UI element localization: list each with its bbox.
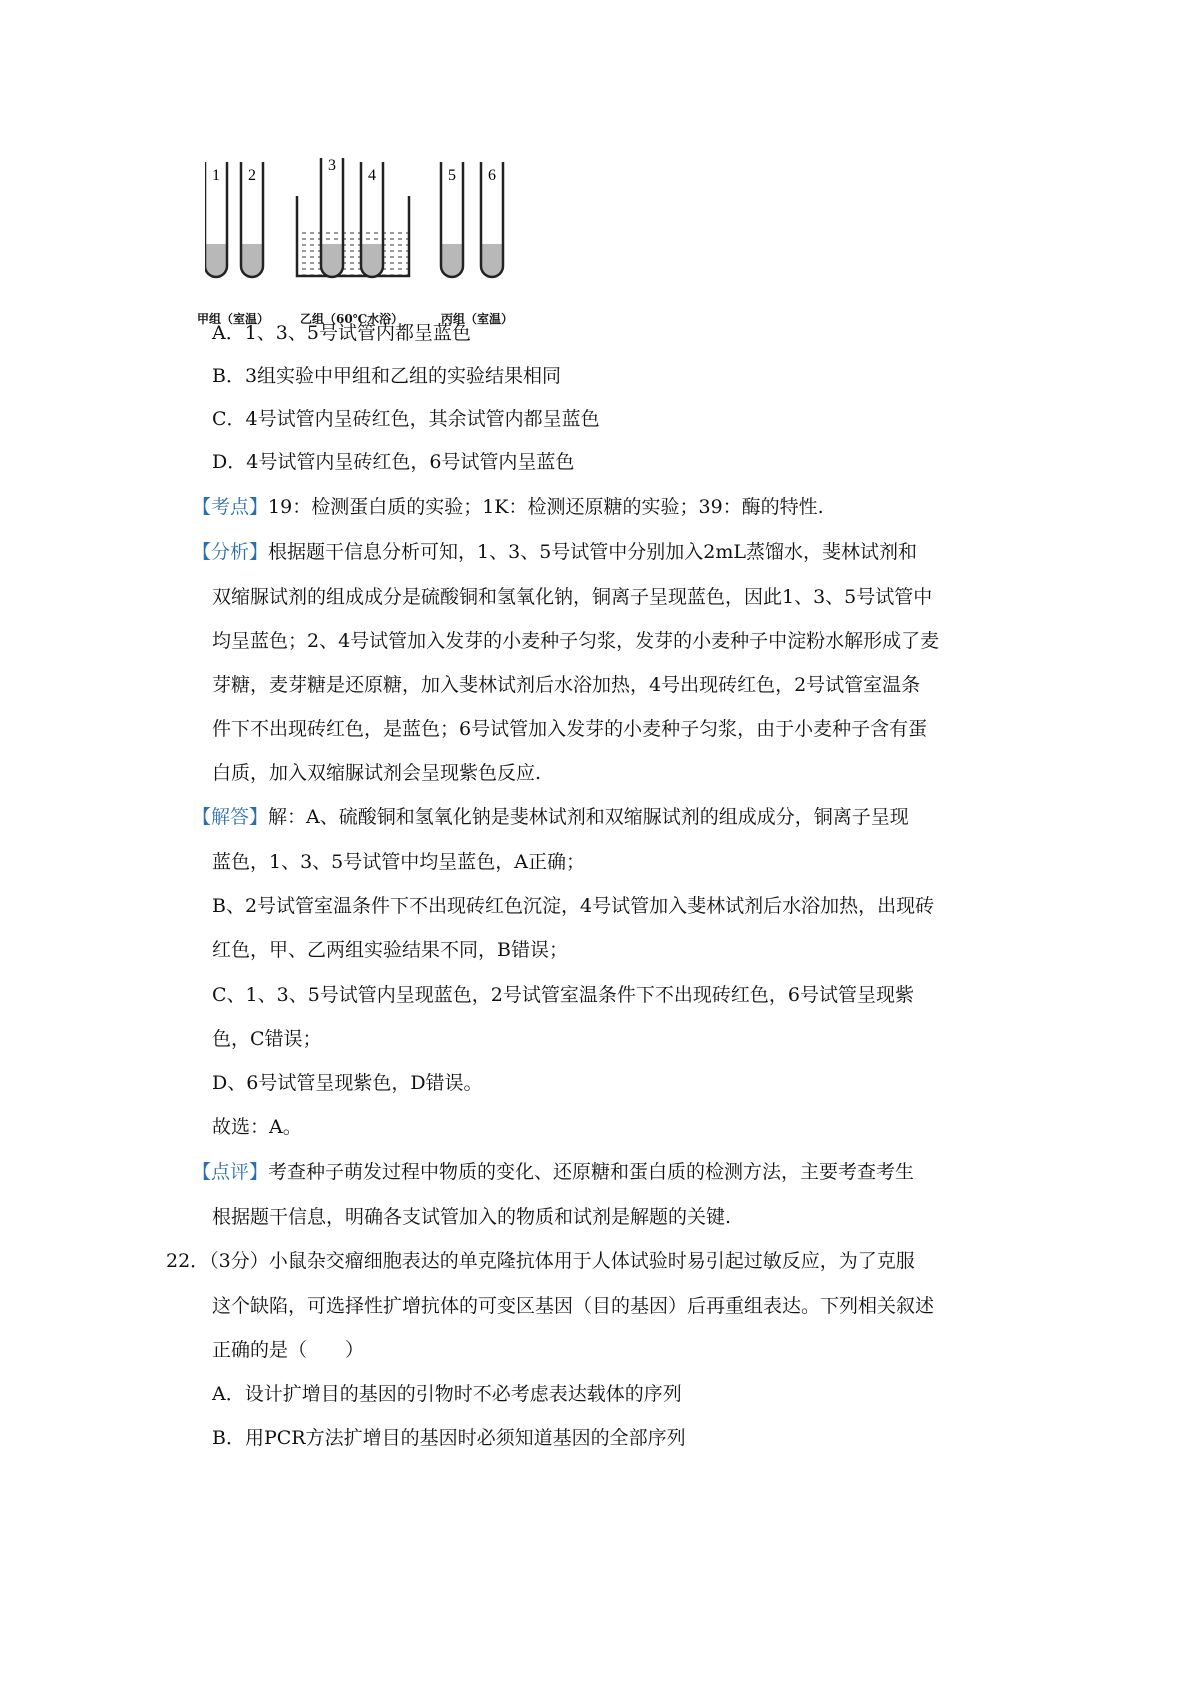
jieda-tag: 【解答】 xyxy=(192,806,269,828)
kaodian-tag: 【考点】 xyxy=(192,496,269,518)
tube-liquid xyxy=(482,244,502,276)
q21-option-c: C．4号试管内呈砖红色，其余试管内都呈蓝色 xyxy=(212,408,600,430)
fenxi-text-1: 根据题干信息分析可知，1、3、5号试管中分别加入2mL蒸馏水，斐林试剂和 xyxy=(268,541,918,563)
caption-group-bing: 丙组（室温） xyxy=(441,312,514,326)
tube-liquid xyxy=(206,244,226,276)
test-tube-4 xyxy=(361,162,383,277)
tube-liquid xyxy=(322,244,342,276)
dianping-text-1: 考查种子萌发过程中物质的变化、还原糖和蛋白质的检测方法，主要考查考生 xyxy=(268,1161,915,1183)
fenxi-line-6: 白质，加入双缩脲试剂会呈现紫色反应. xyxy=(212,762,542,784)
test-tube-1 xyxy=(205,162,227,277)
jieda-line-8: 故选：A。 xyxy=(212,1116,302,1138)
q22-stem-line-2: 这个缺陷，可选择性扩增抗体的可变区基因（目的基因）后再重组表达。下列相关叙述 xyxy=(212,1295,935,1317)
tube-liquid xyxy=(442,244,462,276)
tube-number-label: 5 xyxy=(448,167,456,184)
fenxi-tag: 【分析】 xyxy=(192,541,269,563)
tube-liquid xyxy=(362,244,382,276)
tube-number-label: 3 xyxy=(328,158,336,174)
tube-number-label: 4 xyxy=(368,167,376,184)
tube-number-label: 1 xyxy=(212,167,220,184)
test-tube-2 xyxy=(241,162,263,277)
test-tubes-diagram xyxy=(205,158,565,308)
jieda-line-3: B、2号试管室温条件下不出现砖红色沉淀，4号试管加入斐林试剂后水浴加热，出现砖 xyxy=(212,895,935,917)
q21-option-d: D．4号试管内呈砖红色，6号试管内呈蓝色 xyxy=(212,451,575,473)
q22-option-b: B．用PCR方法扩增目的基因时必须知道基因的全部序列 xyxy=(212,1427,686,1449)
q22-option-a: A．设计扩增目的基因的引物时不必考虑表达载体的序列 xyxy=(212,1383,682,1405)
water-bath-liquid xyxy=(297,228,409,276)
jieda-line-7: D、6号试管呈现紫色，D错误。 xyxy=(212,1072,483,1094)
fenxi-line-3: 均呈蓝色；2、4号试管加入发芽的小麦种子匀浆，发芽的小麦种子中淀粉水解形成了麦 xyxy=(212,630,940,652)
test-tube-5 xyxy=(441,162,463,277)
jieda-line-1 xyxy=(192,804,909,830)
jieda-text-1: 解：A、硫酸铜和氢氧化钠是斐林试剂和双缩脲试剂的组成成分，铜离子呈现 xyxy=(268,806,909,828)
tube-liquid xyxy=(242,244,262,276)
q22-stem-line-3: 正确的是（ ） xyxy=(212,1339,365,1361)
caption-group-jia: 甲组（室温） xyxy=(197,312,270,326)
fenxi-line-1 xyxy=(192,539,917,565)
caption-group-yi: 乙组（60℃水浴） xyxy=(300,312,404,326)
kaodian-line xyxy=(192,494,824,520)
tube-number-label: 2 xyxy=(248,167,256,184)
test-tube-6 xyxy=(481,162,503,277)
jieda-line-2: 蓝色，1、3、5号试管中均呈蓝色，A正确； xyxy=(212,851,585,873)
jieda-line-4: 红色，甲、乙两组实验结果不同，B错误； xyxy=(212,939,568,961)
jieda-line-5: C、1、3、5号试管内呈现蓝色，2号试管室温条件下不出现砖红色，6号试管呈现紫 xyxy=(212,984,914,1006)
dianping-tag: 【点评】 xyxy=(192,1161,269,1183)
test-tube-figure xyxy=(197,158,565,328)
dianping-line-2: 根据题干信息，明确各支试管加入的物质和试剂是解题的关键. xyxy=(212,1206,732,1228)
fenxi-line-5: 件下不出现砖红色，是蓝色；6号试管加入发芽的小麦种子匀浆，由于小麦种子含有蛋 xyxy=(212,718,928,740)
q21-option-a: A．1、3、5号试管内都呈蓝色 xyxy=(212,322,471,344)
tube-number-label: 6 xyxy=(488,167,496,184)
fenxi-line-4: 芽糖，麦芽糖是还原糖，加入斐林试剂后水浴加热，4号出现砖红色，2号试管室温条 xyxy=(212,674,921,696)
kaodian-text: 19：检测蛋白质的实验；1K：检测还原糖的实验；39：酶的特性. xyxy=(268,496,824,518)
dianping-line-1 xyxy=(192,1159,914,1185)
q21-option-b: B．3组实验中甲组和乙组的实验结果相同 xyxy=(212,365,562,387)
jieda-line-6: 色，C错误； xyxy=(212,1028,322,1050)
test-tube-3 xyxy=(321,158,343,277)
q22-stem-line-1: 22．（3分）小鼠杂交瘤细胞表达的单克隆抗体用于人体试验时易引起过敏反应，为了克服 xyxy=(166,1250,915,1272)
fenxi-line-2: 双缩脲试剂的组成成分是硫酸铜和氢氧化钠，铜离子呈现蓝色，因此1、3、5号试管中 xyxy=(212,586,933,608)
